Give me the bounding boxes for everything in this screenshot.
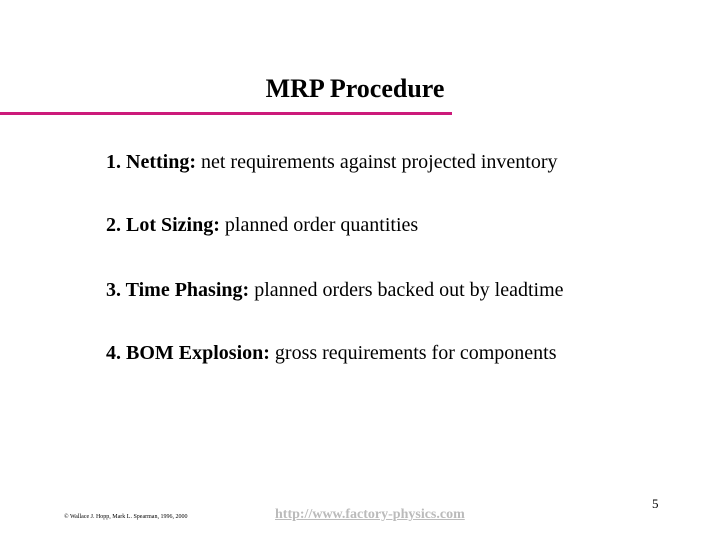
list-item-term: 3. Time Phasing: <box>106 279 250 301</box>
list-item-term: 2. Lot Sizing: <box>106 214 220 236</box>
list-item <box>106 279 564 302</box>
list-item <box>106 214 418 237</box>
page-number: 5 <box>652 496 659 511</box>
list-item <box>106 151 558 174</box>
title-underline <box>0 112 452 115</box>
footer-url-link[interactable]: http://www.factory-physics.com <box>275 507 465 522</box>
list-item-description: gross requirements for components <box>274 342 557 364</box>
list-item-description: planned orders backed out by leadtime <box>254 279 564 301</box>
list-item-term: 1. Netting: <box>106 151 196 173</box>
list-item-description: planned order quantities <box>224 214 419 236</box>
list-item-term: 4. BOM Explosion: <box>106 342 270 364</box>
list-item-description: net requirements against projected inventory <box>200 151 558 173</box>
footer-copyright: © Wallace J. Hopp, Mark L. Spearman, 1996, 2000 <box>64 514 188 520</box>
list-item <box>106 342 557 365</box>
slide-title: MRP Procedure <box>265 74 445 103</box>
